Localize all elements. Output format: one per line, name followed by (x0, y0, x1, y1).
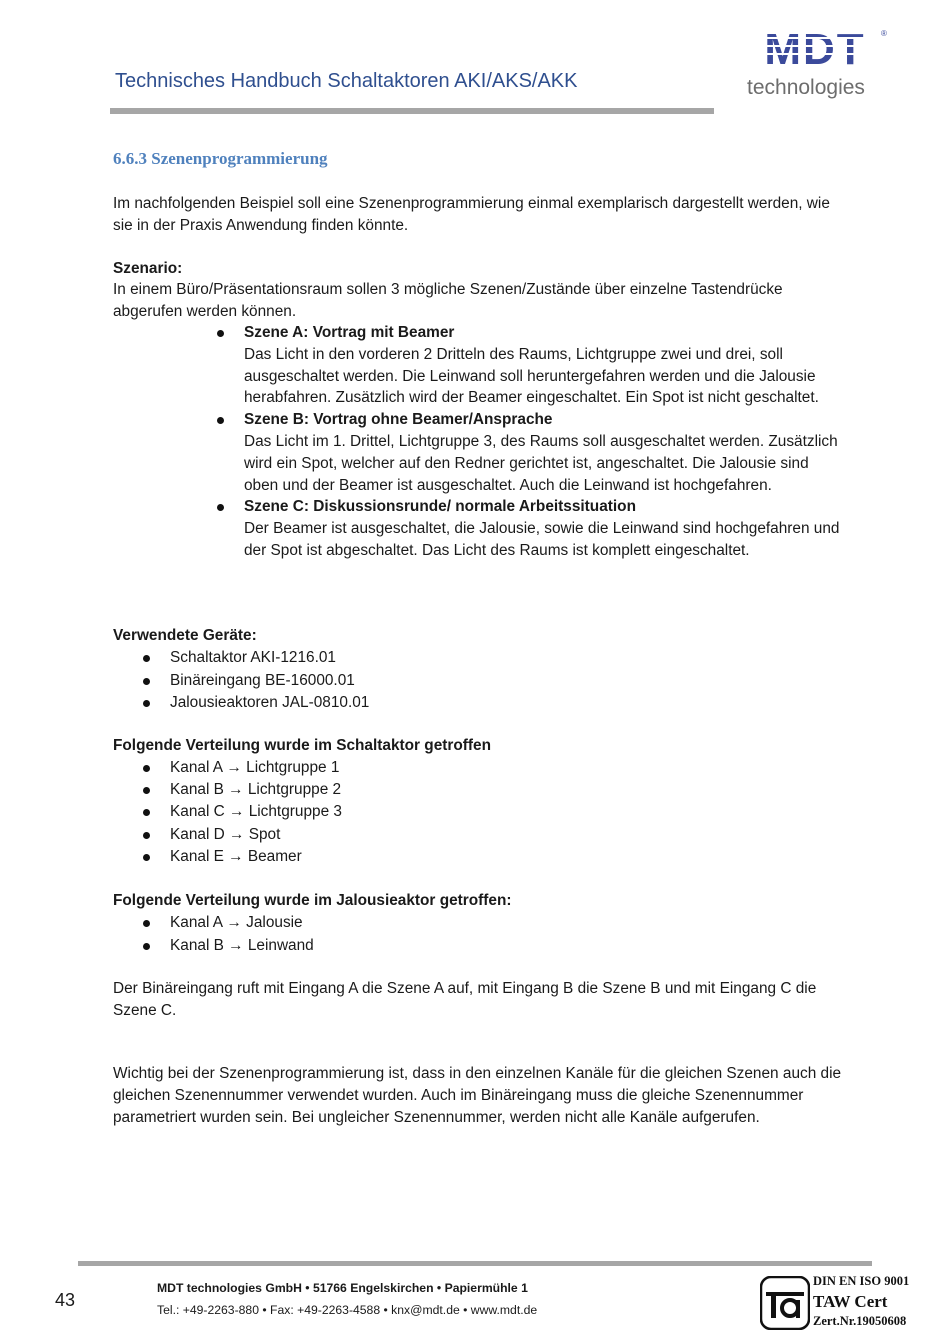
bullet-icon (143, 920, 150, 927)
scenario-label: Szenario: (113, 260, 183, 277)
page-number: 43 (55, 1290, 76, 1310)
scene-title: Szene B: Vortrag ohne Beamer/Ansprache (244, 411, 553, 429)
switch-mapping-list (170, 757, 670, 868)
intro-paragraph: Im nachfolgenden Beispiel soll eine Szenenprogrammierung einmal exemplarisch dargestellt werden, wie sie in der Praxis Anwendung finden könnte. (113, 195, 830, 234)
device-name: Binäreingang BE-16000.01 (170, 671, 355, 689)
device-name: Jalousieaktoren JAL-0810.01 (170, 694, 370, 711)
footer-divider (78, 1261, 872, 1266)
bullet-icon (143, 854, 150, 861)
bullet-icon (143, 655, 150, 662)
blind-mapping-label: Folgende Verteilung wurde im Jalousieaktor getroffen: (113, 892, 512, 909)
channel-item (170, 757, 670, 779)
scene-title: Szene A: Vortrag mit Beamer (244, 324, 455, 341)
bullet-icon (217, 417, 224, 424)
scene-description: Der Beamer ist ausgeschaltet, die Jalousie, sowie die Leinwand sind hochgefahren und der Spot ist abgeschaltet. Das Licht des Raums ist komplett eingeschaltet. (244, 520, 840, 559)
taw-cert-logo-icon (760, 1276, 810, 1330)
footer-contact-line: Tel.: +49-2263-880 • Fax: +49-2263-4588 • knx@mdt.de • www.mdt.de (157, 1303, 538, 1317)
scene-description: Das Licht in den vorderen 2 Dritteln des Raums, Lichtgruppe zwei und drei, soll ausgeschaltet werden. Die Leinwand soll heruntergefahren werden und die Jalousie herabfahren. Zusätzlich wird der Beamer eingeschaltet. Ein Spot ist nicht geschaltet. (244, 345, 819, 407)
channel-mapping: Kanal A → Lichtgruppe 1 (170, 759, 340, 776)
cert-body: TAW Cert (813, 1292, 888, 1311)
channel-item (170, 912, 670, 935)
scene-item (244, 496, 844, 561)
bullet-icon (143, 700, 150, 707)
bullet-icon (143, 765, 150, 772)
channel-mapping: Kanal C → Lichtgruppe 3 (170, 803, 342, 821)
scenario-paragraph: In einem Büro/Präsentationsraum sollen 3 mögliche Szenen/Zustände über einzelne Tastendrücke abgerufen werden können. (113, 281, 783, 320)
device-item (170, 692, 670, 715)
scene-title: Szene C: Diskussionsrunde/ normale Arbeitssituation (244, 498, 636, 516)
blind-mapping-list (170, 912, 670, 957)
device-name: Schaltaktor AKI-1216.01 (170, 649, 336, 666)
scene-description: Das Licht im 1. Drittel, Lichtgruppe 3, des Raums soll ausgeschaltet werden. Zusätzlich wird ein Spot, welcher auf den Redner gerichtet ist, angeschaltet. Die Jalousie sind oben und der Beamer ist ausgeschaltet. Auch die Leinwand ist hochgefahren. (244, 432, 838, 494)
footer-company-line (157, 1281, 528, 1295)
svg-text:®: ® (881, 29, 887, 38)
bullet-icon (143, 832, 150, 839)
channel-item (170, 935, 670, 958)
switch-mapping-label: Folgende Verteilung wurde im Schaltaktor getroffen (113, 737, 491, 754)
bullet-icon (143, 943, 150, 950)
channel-item (170, 801, 670, 823)
section-heading: 6.6.3 Szenenprogrammierung (113, 149, 328, 168)
bullet-icon (143, 678, 150, 685)
cert-number: Zert.Nr.19050608 (813, 1314, 907, 1328)
mdt-logo (743, 28, 893, 100)
bullet-icon (143, 809, 150, 816)
logo-subtext: technologies (747, 76, 865, 99)
channel-mapping: Kanal B → Lichtgruppe 2 (170, 781, 342, 799)
channel-mapping: Kanal D → Spot (170, 825, 281, 843)
channel-mapping: Kanal B → Leinwand (170, 936, 314, 954)
channel-mapping: Kanal E → Beamer (170, 847, 302, 865)
bullet-icon (143, 787, 150, 794)
channel-mapping: Kanal A → Jalousie (170, 914, 303, 931)
channel-item (170, 779, 670, 801)
binary-input-paragraph: Der Binäreingang ruft mit Eingang A die Szene A auf, mit Eingang B die Szene B und mit Eingang C die Szene C. (113, 980, 817, 1019)
important-note-paragraph: Wichtig bei der Szenenprogrammierung ist, dass in den einzelnen Kanäle für die gleichen Szenen auch die gleichen Szenennummer verwendet wurden. Auch im Binäreingang muss die gleiche Szenennummer parametriert wurden sein. Bei ungleicher Szenennummer, werden nicht alle Kanäle aufgerufen. (113, 1065, 842, 1126)
device-item (170, 670, 670, 693)
channel-item (170, 824, 670, 846)
page-header-title: Technisches Handbuch Schaltaktoren AKI/AKS/AKK (115, 70, 578, 92)
company-address: MDT technologies GmbH • 51766 Engelskirchen • Papiermühle 1 (157, 1281, 528, 1295)
header-divider (110, 108, 714, 114)
devices-label: Verwendete Geräte: (113, 627, 257, 644)
devices-list (170, 647, 670, 715)
logo-mark-text: MDT (764, 28, 866, 74)
scene-list (244, 322, 844, 562)
scene-item (244, 322, 844, 409)
cert-standard: DIN EN ISO 9001 (813, 1274, 910, 1288)
scene-item (244, 409, 844, 496)
bullet-icon (217, 330, 224, 337)
channel-item (170, 846, 670, 868)
device-item (170, 647, 670, 670)
bullet-icon (217, 504, 224, 511)
